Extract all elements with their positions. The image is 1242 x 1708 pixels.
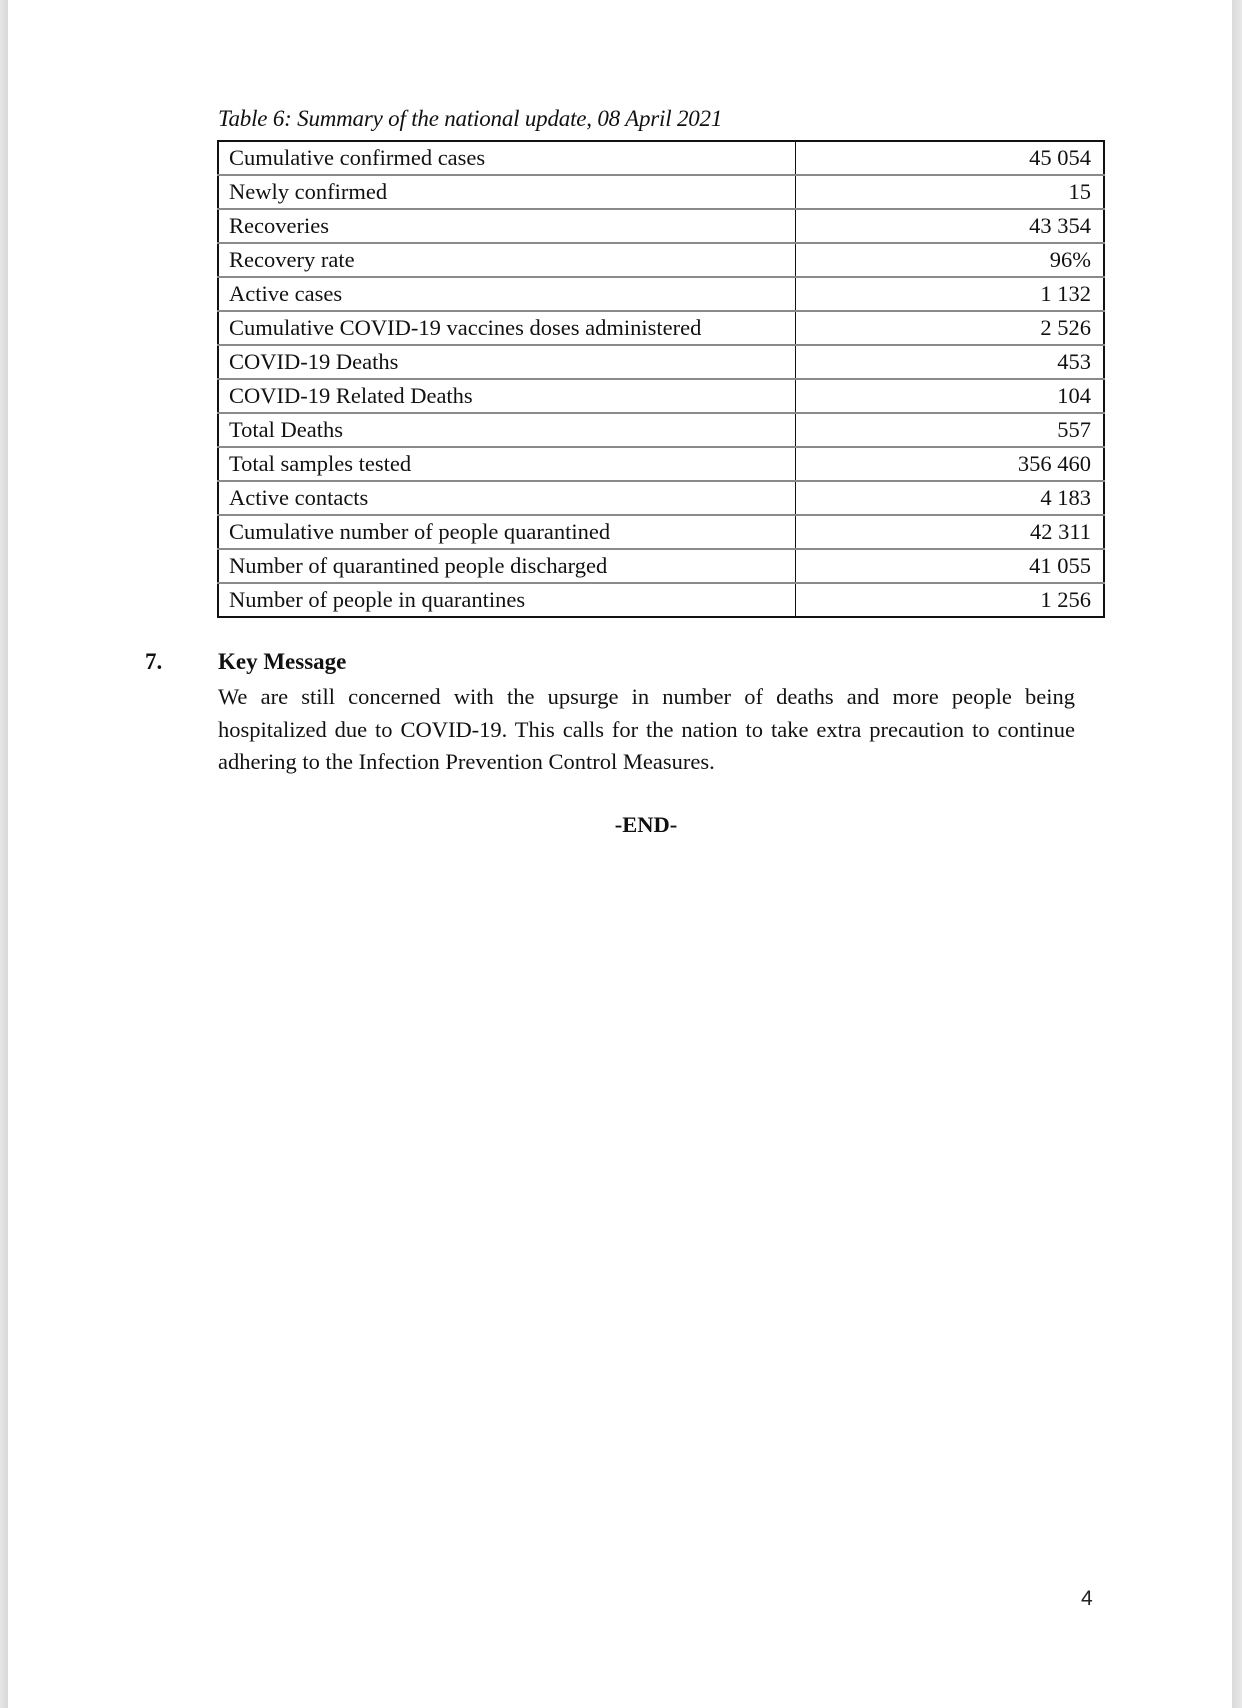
page-number: 4 [1081, 1587, 1093, 1610]
row-label: COVID-19 Related Deaths [218, 379, 796, 413]
key-message-paragraph: We are still concerned with the upsurge in number of deaths and more people being hospitalized due to COVID-19. This calls for the nation to take extra precaution to continue adhering to the Infection Prevention Control Measures. [218, 684, 1075, 774]
row-value: 557 [796, 413, 1105, 447]
viewer-right-margin [1232, 0, 1242, 1708]
national-update-summary-table [217, 140, 1105, 618]
table-row [218, 549, 1104, 583]
table-row [218, 379, 1104, 413]
table-row [218, 447, 1104, 481]
end-marker: -END- [614, 812, 678, 837]
row-label: Total Deaths [218, 413, 796, 447]
table-row [218, 345, 1104, 379]
row-label: Cumulative number of people quarantined [218, 515, 796, 549]
table-row [218, 311, 1104, 345]
table-caption: Table 6: Summary of the national update, 08 April 2021 [218, 106, 723, 131]
row-value: 96% [796, 243, 1105, 277]
row-label: Recovery rate [218, 243, 796, 277]
row-value: 42 311 [796, 515, 1105, 549]
row-value: 104 [796, 379, 1105, 413]
row-value: 45 054 [1029, 145, 1091, 170]
table-row [218, 481, 1104, 515]
row-value: 15 [796, 175, 1105, 209]
table-row [218, 583, 1104, 617]
row-value: 356 460 [796, 447, 1105, 481]
row-label: COVID-19 Deaths [218, 345, 796, 379]
row-label: Cumulative COVID-19 vaccines doses administered [218, 311, 796, 345]
row-label: Recoveries [218, 209, 796, 243]
row-label: Cumulative confirmed cases [218, 141, 796, 175]
table-row [218, 277, 1104, 311]
row-value: 2 526 [796, 311, 1105, 345]
row-label: Total samples tested [218, 447, 796, 481]
table-row [218, 413, 1104, 447]
row-label: Active contacts [218, 481, 796, 515]
row-value: 43 354 [796, 209, 1105, 243]
row-value: 4 183 [796, 481, 1105, 515]
row-value: 41 055 [796, 549, 1105, 583]
row-value: 1 256 [796, 583, 1105, 617]
section-heading: Key Message [218, 649, 347, 674]
viewer-left-margin [0, 0, 8, 1708]
row-value: 1 132 [796, 277, 1105, 311]
table-row [218, 175, 1104, 209]
row-label: Number of people in quarantines [218, 583, 796, 617]
row-label: Active cases [218, 277, 796, 311]
row-label: Number of quarantined people discharged [218, 549, 796, 583]
row-label: Newly confirmed [218, 175, 796, 209]
row-value: 453 [796, 345, 1105, 379]
table-row [218, 515, 1104, 549]
table-row [218, 209, 1104, 243]
table-row [218, 141, 1104, 175]
section-number: 7. [145, 649, 163, 674]
table-row [218, 243, 1104, 277]
